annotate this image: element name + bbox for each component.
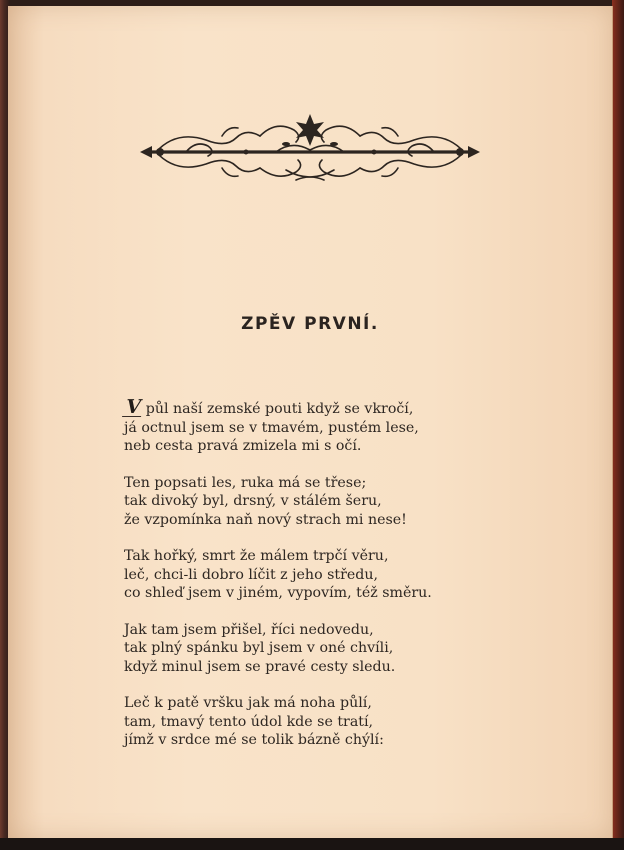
poem-line: tak plný spánku byl jsem v oné chvíli,	[124, 640, 394, 656]
poem-line: tam, tmavý tento údol kde se tratí,	[124, 713, 374, 730]
stanza	[124, 398, 464, 456]
stanza	[124, 474, 464, 530]
poem-line: když minul jsem se pravé cesty sledu.	[124, 658, 396, 675]
poem-line: neb cesta pravá zmizela mi s očí.	[124, 438, 362, 454]
poem-line: Jak tam jsem přišel, říci nedovedu,	[124, 621, 374, 638]
stanza	[124, 694, 464, 750]
book-cover-edge	[612, 0, 624, 850]
poem-line: leč, chci-li dobro líčit z jeho středu,	[124, 566, 379, 583]
poem-line: Tak hořký, smrt že málem trpčí věru,	[124, 548, 389, 564]
poem-line: tak divoký byl, drsný, v stálém šeru,	[124, 493, 382, 509]
stanza	[124, 547, 464, 603]
poem-line: já octnul jsem se v tmavém, pustém lese,	[124, 419, 419, 436]
poem-line: Ten popsati les, ruka má se třese;	[124, 474, 367, 491]
poem-text	[124, 398, 464, 768]
poem-line: co shleď jsem v jiném, vypovím, též směru.	[124, 585, 432, 601]
stanza	[124, 621, 464, 677]
chapter-heading: ZPĚV PRVNÍ.	[241, 314, 379, 334]
poem-line: Leč k patě vršku jak má noha půlí,	[124, 695, 372, 711]
poem-line: že vzpomínka naň nový strach mi nese!	[124, 511, 407, 528]
decorative-initial: V	[123, 396, 144, 418]
page-bottom-edge	[0, 838, 624, 850]
floral-vignette-with-star-icon	[136, 110, 484, 190]
poem-line: V půl naší zemské pouti když se vkročí,	[123, 396, 414, 418]
poem-line: jímž v srdce mé se tolik bázně chýlí:	[124, 732, 384, 748]
